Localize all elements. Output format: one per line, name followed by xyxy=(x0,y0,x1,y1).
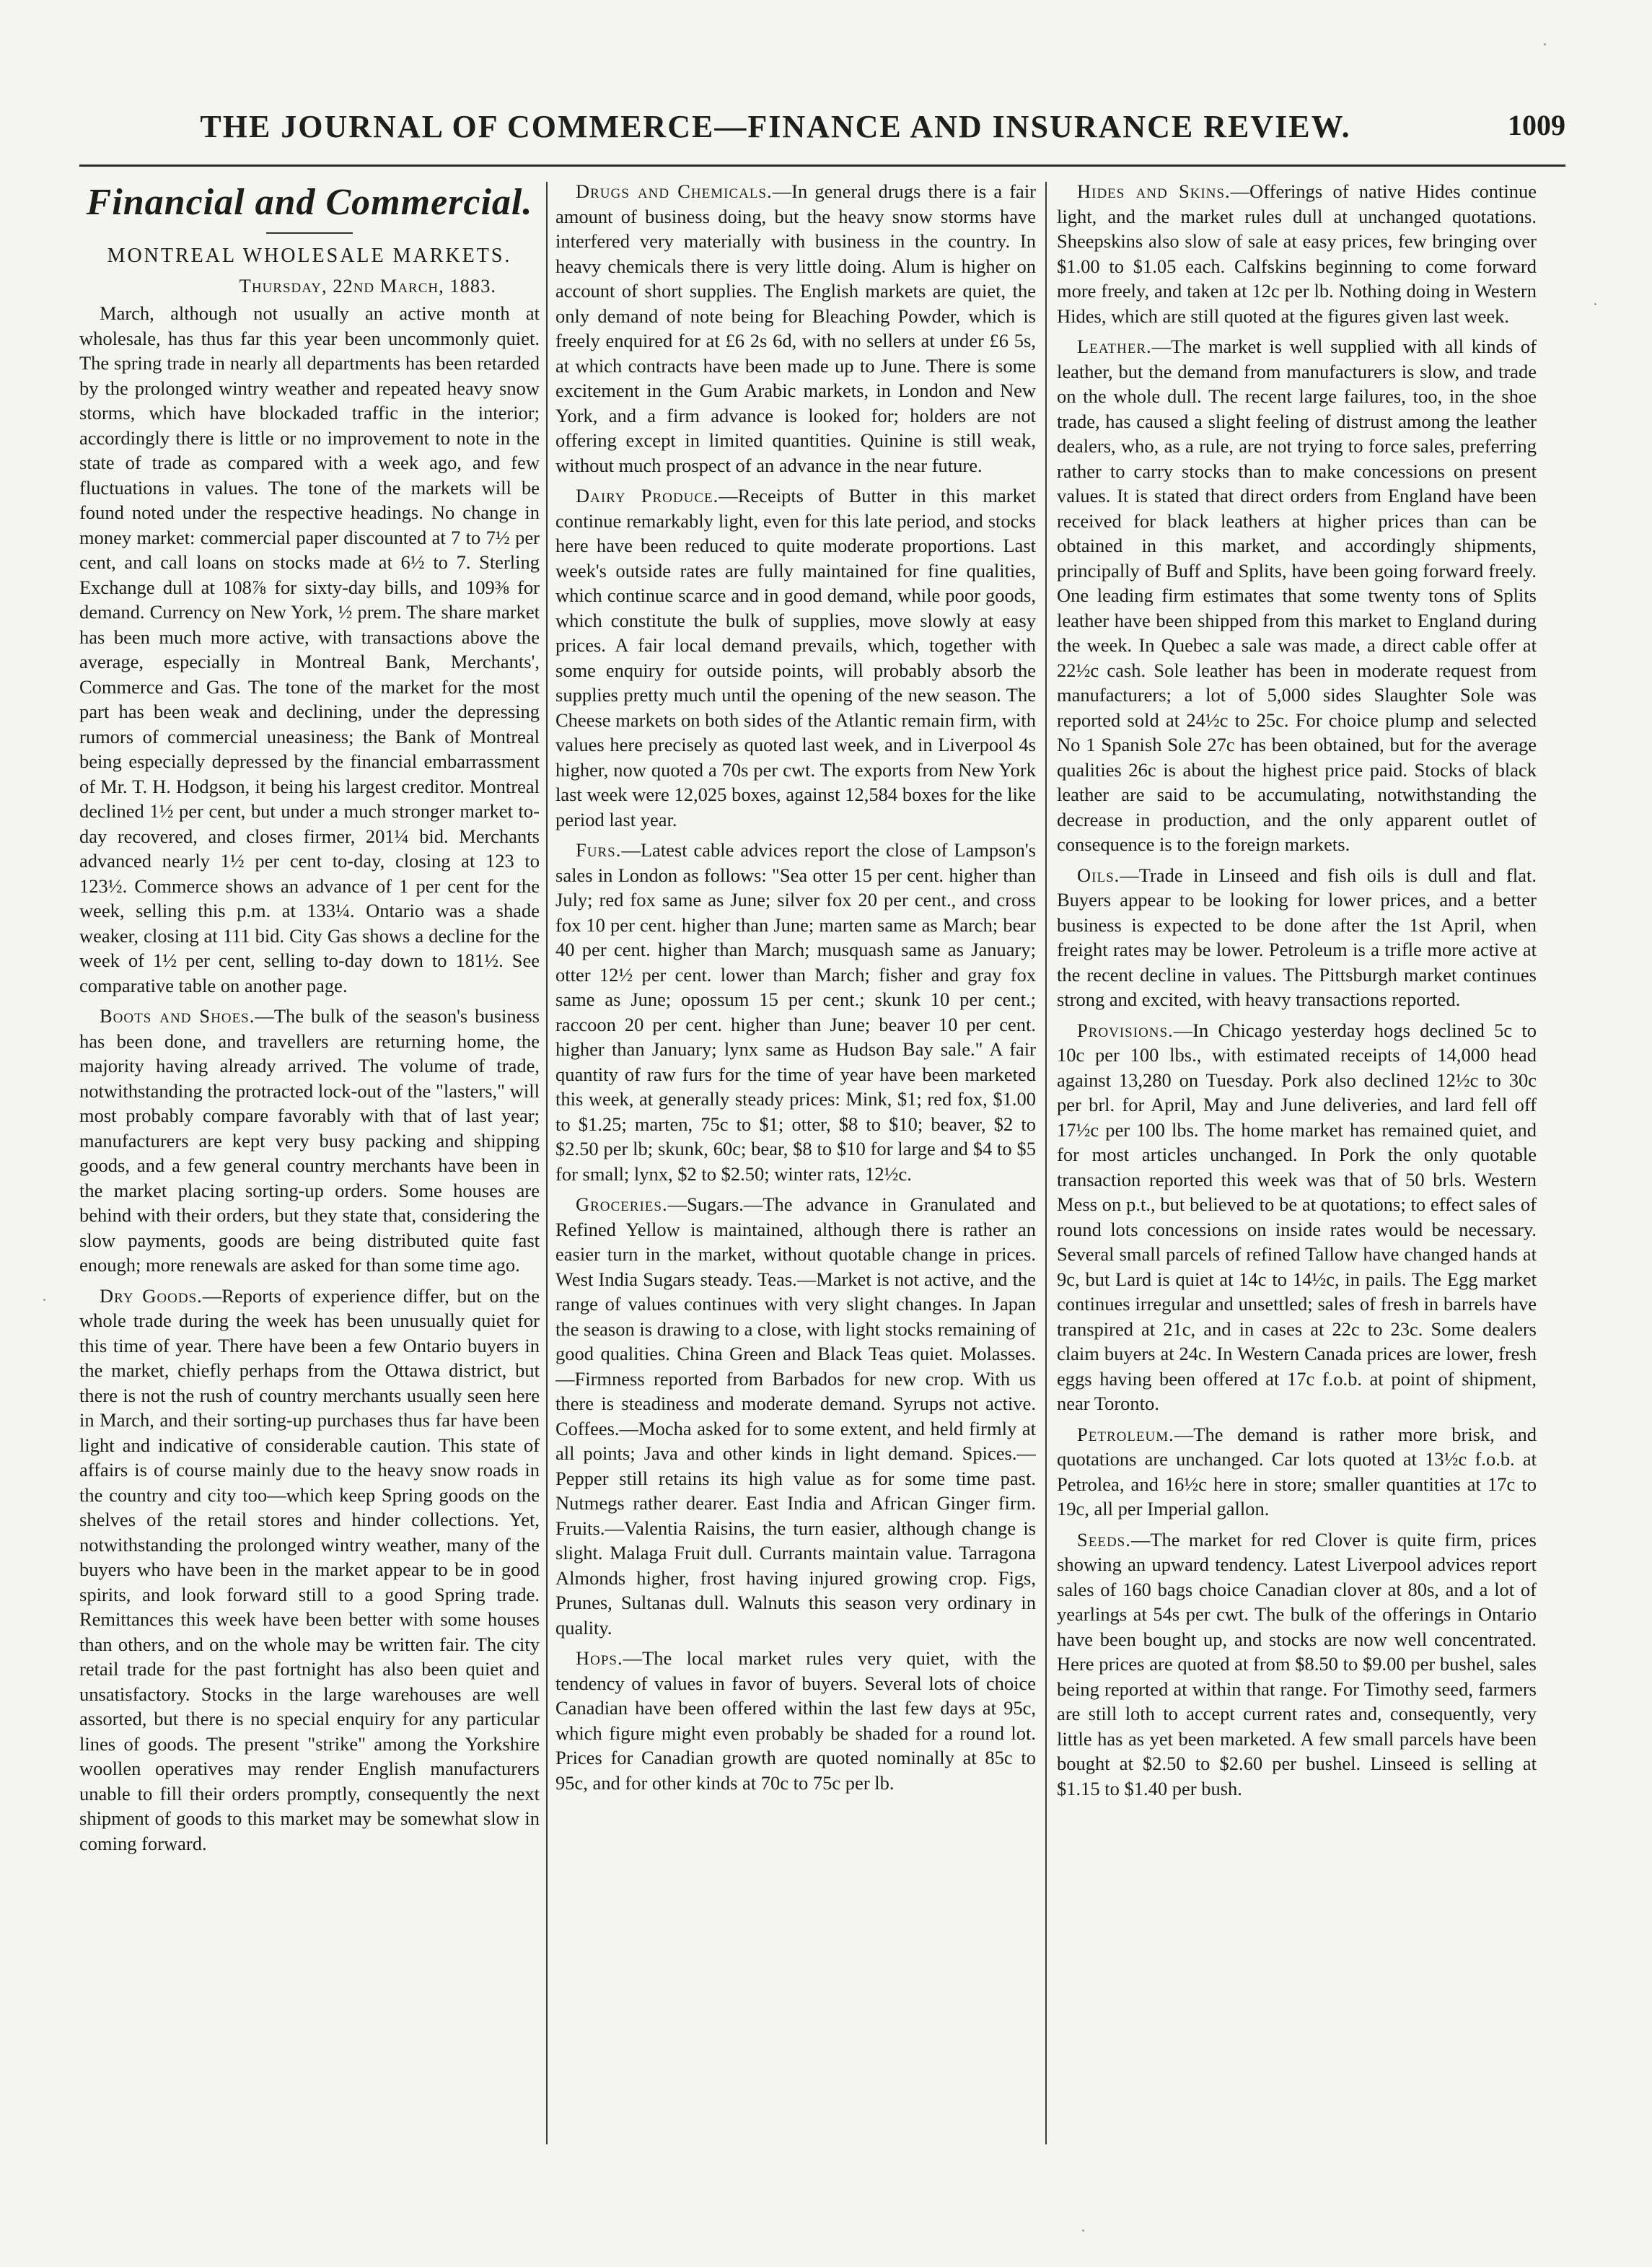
paragraph-text: —The market for red Clover is quite firm, prices showing an upward tendency. Latest Liverpool advices report sales of 160 bags choice Canadian clover at 80s, and a lot of yearlings at 54s per cwt. The bulk of the offerings in Ontario have been bought up, and stocks are now well concentrated. Here prices are quoted at from $8.50 to $9.00 per bushel, sales being reported at within that range. For Timothy seed, farmers are still loth to accept current rates and, consequently, very little has as yet been marketed. A few small parcels have been bought at $2.50 to $2.60 per bushel. Linseed is selling at $1.15 to $1.40 per bush. xyxy=(1057,1528,1537,1799)
paragraph-text: —Trade in Linseed and fish oils is dull and flat. Buyers appear to be looking for lower prices, and a better business is expected to be done after the 1st April, when freight rates may be lower. Petroleum is a trifle more active at the recent decline in values. The Pittsburgh market continues strong and excited, with heavy transactions reported. xyxy=(1057,864,1537,1010)
scan-speck xyxy=(43,1299,45,1301)
paragraph-text: —The market is well supplied with all kinds of leather, but the demand from manufacturers is slow, and trade on the whole dull. The recent large failures, too, in the shoe trade, has caused a slight feeling of distrust among the leather dealers, who, as a rule, are not trying to force sales, preferring rather to carry stocks than to make concessions on present values. It is stated that direct orders from England have been received for black leathers at higher prices than can be obtained in this market, and accordingly shipments, principally of Buff and Splits, have been going forward freely. One leading firm estimates that some twenty tons of Splits leather have been shipped from this market to England during the week. In Quebec a sale was made, a direct cable offer at 22½c cash. Sole leather has been in moderate request from manufacturers; a lot of 5,000 sides Slaughter Sole was reported sold at 24½c to 25c. For choice plump and selected No 1 Spanish Sole 27c has been obtained, but for the average qualities 26c is about the highest price paid. Stocks of black leather are said to be accumulating, notwithstanding the decrease in production, and the only apparent outlet of consequence is to the foreign markets. xyxy=(1057,336,1537,855)
paragraph-text: —The local market rules very quiet, with the tendency of values in favor of buyers. Several lots of choice Canadian have been offered within the last few days at 95c, which figure might even probably be shaded for a round lot. Prices for Canadian growth are quoted nominally at 85c to 95c, and for other kinds at 70c to 75c per lb. xyxy=(555,1647,1036,1794)
markets-date: Thursday, 22nd March, 1883. xyxy=(239,274,496,297)
article-paragraph xyxy=(79,301,540,998)
paragraph-lead: Leather. xyxy=(1077,336,1152,357)
paragraph-text: —Sugars.—The advance in Granulated and Refined Yellow is maintained, although there is rather an easier turn in the market, without quotable change in prices. West India Sugars steady. Teas.—Market is not active, and the range of values continues with very slight changes. In Japan the season is drawing to a close, with light stocks remaining of good qualities. China Green and Black Teas quiet. Molasses.—Firmness reported from Barbados for new crop. With us there is steadiness and moderate demand. Syrups not active. Coffees.—Mocha asked for to some extent, and held firmly at all points; Java and other kinds in light demand. Spices.—Pepper still retains its high value as for some time past. Nutmegs rather dearer. East India and African Ginger firm. Fruits.—Valentia Raisins, the turn easier, although change is slight. Malaga Fruit dull. Currants maintain value. Tarragona Almonds higher, frost having injured growing crop. Figs, Prunes, Sultanas dull. Walnuts this season very ordinary in quality. xyxy=(555,1193,1036,1639)
article-paragraph xyxy=(1057,1422,1537,1522)
section-title: Financial and Commercial. xyxy=(86,182,533,223)
column-rule xyxy=(546,182,548,2144)
header-rule xyxy=(79,165,1565,167)
article-paragraph xyxy=(1057,179,1537,328)
scan-speck xyxy=(1594,303,1596,305)
title-rule xyxy=(266,232,353,234)
article-paragraph xyxy=(79,1284,540,1856)
article-paragraph xyxy=(79,1004,540,1278)
paragraph-text: —Offerings of native Hides continue light, and the market rules dull at unchanged quotations. Sheepskins also slow of sale at easy prices, few bringing over $1.00 to $1.05 each. Calfskins beginning to come forward more freely, and taken at 12c per lb. Nothing doing in Western Hides, which are still quoted at the figures given last week. xyxy=(1057,180,1537,327)
article-paragraph xyxy=(555,1646,1036,1795)
running-head: THE JOURNAL OF COMMERCE—FINANCE AND INSURANCE REVIEW. xyxy=(200,109,1351,144)
paragraph-text: —Latest cable advices report the close of Lampson's sales in London as follows: "Sea otter 15 per cent. higher than July; red fox same as June; silver fox 20 per cent., and cross fox 10 per cent. higher than June; marten same as March; bear 40 per cent. higher than March; musquash same as January; otter 12½ per cent. lower than March; fisher and gray fox same as June; opossum 15 per cent.; skunk 10 per cent.; raccoon 20 per cent. higher than June; beaver 10 per cent. higher than January; lynx same as Hudson Bay sale." A fair quantity of raw furs for the time of year have been marketed this week, at generally steady prices: Mink, $1; red fox, $1.00 to $1.25; marten, 75c to $1; otter, $8 to $10; beaver, $2 to $2.50 per lb; skunk, 60c; bear, $8 to $10 for large and $4 to $5 for small; lynx, $2 to $2.50; winter rats, 12½c. xyxy=(555,839,1036,1185)
article-paragraph xyxy=(555,838,1036,1186)
article-paragraph xyxy=(555,1192,1036,1640)
paragraph-lead: Furs. xyxy=(576,839,622,861)
paragraph-lead: Drugs and Chemicals. xyxy=(576,180,773,202)
column-rule xyxy=(1045,182,1047,2144)
paragraph-lead: Dairy Produce. xyxy=(576,485,719,507)
paragraph-text: March, although not usually an active month at wholesale, has thus far this year been uncommonly quiet. The spring trade in nearly all departments has been retarded by the prolonged wintry weather and repeated heavy snow storms, which have blockaded traffic in the interior; accordingly there is little or no improvement to note in the state of trade as compared with a week ago, and few fluctuations in values. The tone of the markets will be found noted under the respective headings. No change in money market: commercial paper discounted at 7 to 7½ per cent, and call loans on stocks made at 6½ to 7. Sterling Exchange dull at 108⅞ for sixty-day bills, and 109⅜ for demand. Currency on New York, ½ prem. The share market has been much more active, with transactions above the average, especially in Montreal Bank, Merchants', Commerce and Gas. The tone of the market for the most part has been weak and declining, under the depressing rumors of commercial uneasiness; the Bank of Montreal being especially depressed by the financial embarrassment of Mr. T. H. Hodgson, it being his largest creditor. Montreal declined 1½ per cent, but under a much stronger market to-day recovered, and closes firmer, 201¼ bid. Merchants advanced nearly 1½ per cent to-day, closing at 123 to 123½. Commerce shows an advance of 1 per cent for the week, selling this p.m. at 133¼. Ontario was a shade weaker, closing at 111 bid. City Gas shows a decline for the week of 1½ per cent, selling to-day down to 181½. See comparative table on another page. xyxy=(79,302,540,996)
paragraph-lead: Petroleum. xyxy=(1077,1423,1174,1445)
scan-speck xyxy=(1544,43,1546,45)
paragraph-text: —In Chicago yesterday hogs declined 5c to 10c per 100 lbs., with estimated receipts of 14,000 head against 13,280 on Tuesday. Pork also declined 12½c to 30c per brl. for April, May and June deliveries, and lard fell off 17½c per 100 lbs. The home market has remained quiet, and for most articles unchanged. In Pork the only quotable transaction reported this week was that of 50 brls. Western Mess on p.t., but believed to be at quotations; to effect sales of round lots concessions on inside rates would be necessary. Several small parcels of refined Tallow have changed hands at 9c, but Lard is quiet at 14c to 14½c, in pails. The Egg market continues irregular and unsettled; sales of fresh in barrels have transpired at 21c, and in cases at 22c to 23c. Some dealers claim buyers at 24c. In Western Canada prices are lower, fresh eggs having been offered at 17c f.o.b. at point of shipment, near Toronto. xyxy=(1057,1019,1537,1414)
article-paragraph xyxy=(1057,1527,1537,1802)
paragraph-text: —In general drugs there is a fair amount of business doing, but the heavy snow storms have interfered very materially with business in the country. In heavy chemicals there is very little doing. Alum is higher on account of short supplies. The English markets are quiet, the only demand of note being for Bleaching Powder, which is freely enquired for at £6 2s 6d, with no sellers at under £6 5s, at which contracts have been made up to June. There is some excitement in the Gum Arabic markets, in London and New York, and a firm advance is looked for; holders are not offering except in limited quantities. Quinine is still weak, without much prospect of an advance in the near future. xyxy=(555,180,1036,476)
scan-speck xyxy=(1082,2229,1084,2232)
article-paragraph xyxy=(555,179,1036,478)
paragraph-text: —The bulk of the season's business has been done, and travellers are returning home, the majority having already arrived. The volume of trade, notwithstanding the protracted lock-out of the "lasters," will most probably compare favorably with that of last year; manufacturers are kept very busy packing and shipping goods, and a few general country merchants have been in the market placing sorting-up orders. Some houses are behind with their orders, but they state that, considering the slow payments, goods are being distributed quite fast enough; more renewals are asked for than some time ago. xyxy=(79,1005,540,1276)
column-3 xyxy=(1057,179,1537,2242)
paragraph-lead: Dry Goods. xyxy=(100,1284,203,1307)
article-paragraph xyxy=(1057,334,1537,857)
markets-heading: MONTREAL WHOLESALE MARKETS. xyxy=(107,245,512,267)
paragraph-lead: Hops. xyxy=(576,1647,623,1669)
paragraph-lead: Boots and Shoes. xyxy=(100,1005,255,1027)
article-paragraph xyxy=(555,483,1036,832)
column-2 xyxy=(555,179,1036,2242)
paragraph-lead: Seeds. xyxy=(1077,1528,1131,1551)
paragraph-text: —Reports of experience differ, but on the whole trade during the week has been unusually quiet for this time of year. There have been a few Ontario buyers in the market, chiefly perhaps from the Ottawa district, but there is not the rush of country merchants usually seen here in March, and their sorting-up purchases thus far have been light and indicative of considerable caution. This state of affairs is of course mainly due to the heavy snow roads in the country and city too—which keep Spring goods on the shelves of the retail stores and hinder collections. Yet, notwithstanding the prolonged wintry weather, many of the buyers who have been in the market appear to be in good spirits, and look forward still to a good Spring trade. Remittances this week have been better with some houses than others, and on the whole may be written fair. The city retail trade for the past fortnight has also been quiet and unsatisfactory. Stocks in the large warehouses are well assorted, but there is no special enquiry for any particular lines of goods. The present "strike" among the Yorkshire woollen operatives may render English manufacturers unable to fill their orders promptly, consequently the next shipment of goods to this market may be somewhat slow in coming forward. xyxy=(79,1284,540,1854)
article-paragraph xyxy=(1057,1018,1537,1416)
paragraph-lead: Hides and Skins. xyxy=(1077,180,1231,202)
paragraph-text: —Receipts of Butter in this market continue remarkably light, even for this late period, and stocks here have been reduced to quite moderate proportions. Last week's outside rates are fully maintained for fine qualities, which continue scarce and in good demand, while poor goods, which constitute the bulk of supplies, move slowly at easy prices. A fair local demand prevails, which, together with some enquiry for outside points, will probably absorb the supplies pretty much until the opening of the new season. The Cheese markets on both sides of the Atlantic remain firm, with values here precisely as quoted last week, and in Liverpool 4s higher, now quoted a 70s per cwt. The exports from New York last week were 12,025 boxes, against 12,584 boxes for the like period last year. xyxy=(555,485,1036,830)
column-1 xyxy=(79,179,540,2242)
paragraph-text: —The demand is rather more brisk, and quotations are unchanged. Car lots quoted at 13½c f.o.b. at Petrolea, and 16½c here in store; smaller quantities at 17c to 19c, all per Imperial gallon. xyxy=(1057,1423,1537,1520)
page-number: 1009 xyxy=(1508,109,1565,141)
page-header xyxy=(79,108,1565,152)
paragraph-lead: Oils. xyxy=(1077,864,1120,886)
paragraph-lead: Provisions. xyxy=(1077,1019,1174,1041)
article-paragraph xyxy=(1057,863,1537,1012)
paragraph-lead: Groceries. xyxy=(576,1193,668,1215)
